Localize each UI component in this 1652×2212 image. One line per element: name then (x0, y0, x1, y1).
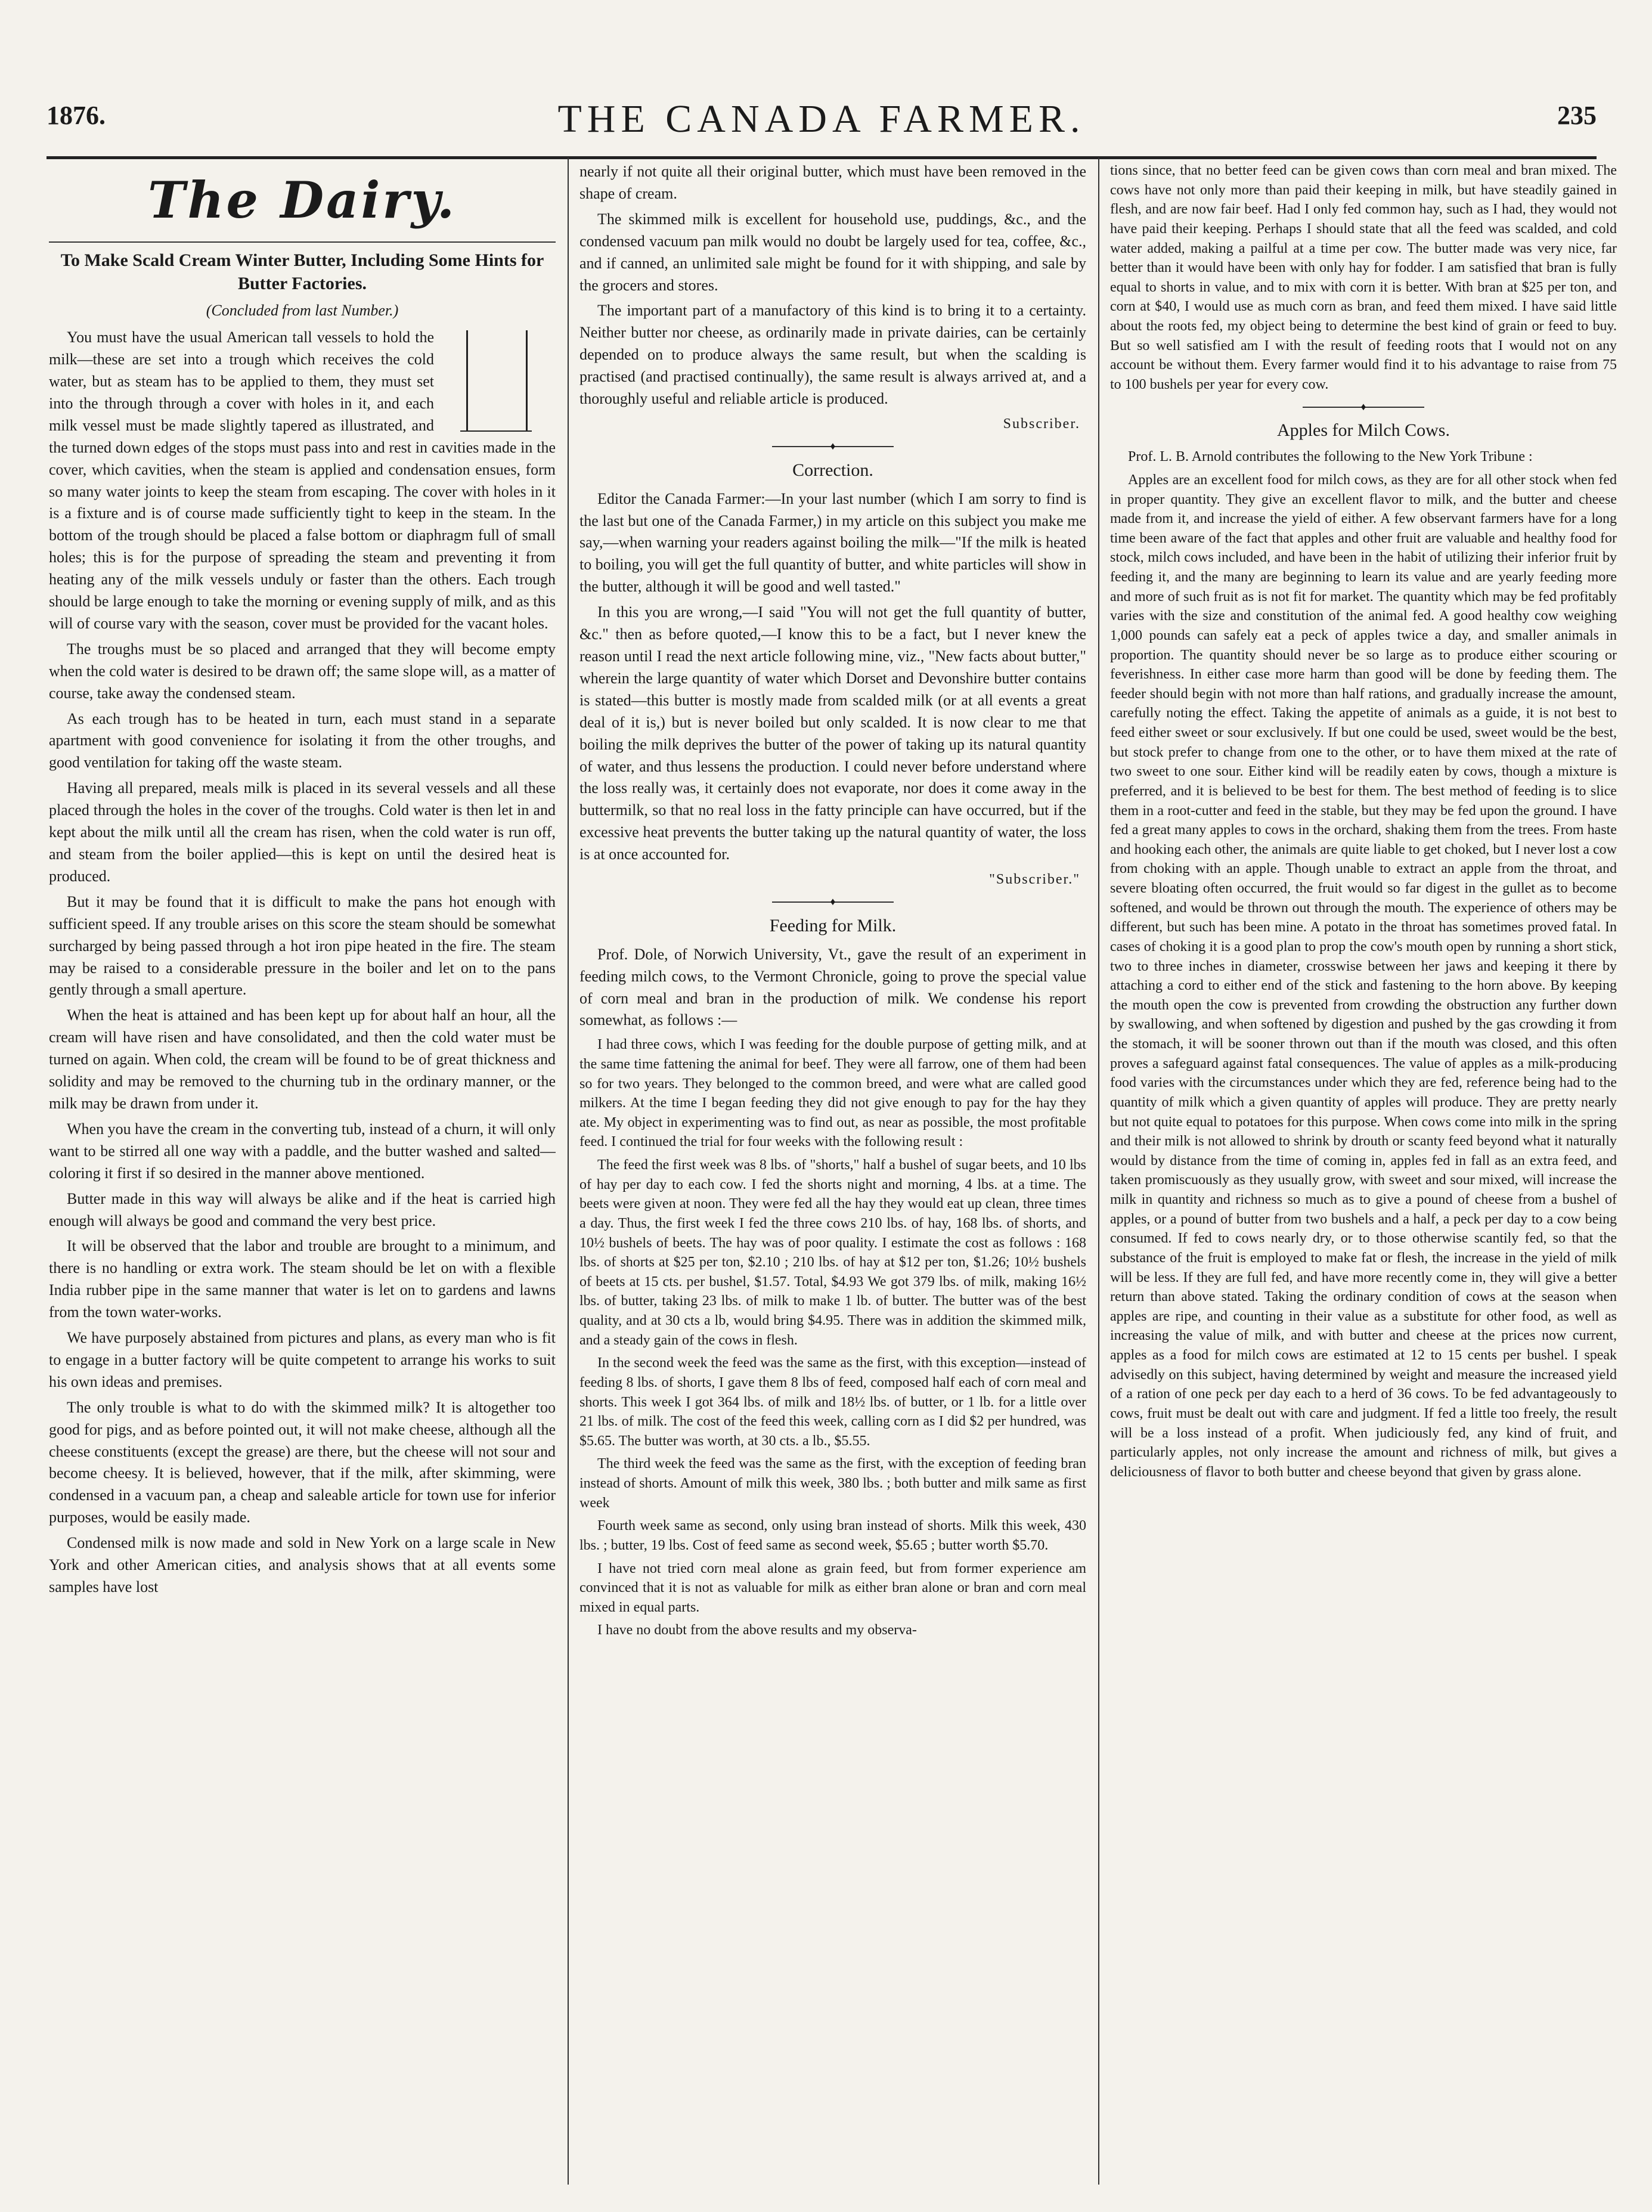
separator-ornament (579, 442, 1086, 450)
paragraph: In the second week the feed was the same as the first, with this exception—instead of feeding 8 lbs. of shorts, I gave them 8 lbs of feed, composed half each of corn meal and shorts. This week I got 364 lbs. of milk and 18½ lbs. of butter, or 1 lb. for a little over 21 lbs. of milk. The cost of the feed this week, calling corn as I did $2 per hundred, was $5.65. The butter was worth, at 30 cts. a lb., $5.55. (579, 1355, 1086, 1449)
paragraph: You must have the usual American tall vessels to hold the milk—these are set into a trough which receives the cold water, but as steam has to be applied to them, they must set into the through through a cover with holes in it, and each milk vessel must be made slightly tapered as illustrated, and the turned down edges of the stops must pass into and rest in cavities made in the cover, which cavities, when the steam is applied and condensation ensues, form so many water joints to keep the steam from escaping. The cover with holes in it is a fixture and is of course made sufficiently tight to keep in the steam. In the bottom of the trough should be placed a false bottom or diaphragm full of small holes; this is for the purpose of spreading the steam and preventing it from heating any of the milk vessels unduly or faster than the others. Each trough should be large enough to take the morning or evening supply of milk, and as this will of course vary with the season, cover must be provided for the vacant holes. (49, 329, 556, 632)
paragraph: As each trough has to be heated in turn, each must stand in a separate apartment with good convenience for isolating it from the other troughs, and good ventilation for taking off the waste steam. (49, 710, 556, 772)
paragraph: Prof. L. B. Arnold contributes the following to the New York Tribune : (1128, 449, 1533, 465)
paragraph: Condensed milk is now made and sold in New York on a large scale in New York and other American cities, and analysis shows that at all events some samples have lost (49, 1534, 556, 1596)
concluded-note: (Concluded from last Number.) (206, 302, 399, 320)
masthead (47, 97, 1597, 142)
column-divider-2 (1098, 157, 1099, 2185)
paragraph: The skimmed milk is excellent for household use, puddings, &c., and the condensed vacuum pan milk would no doubt be largely used for tea, coffee, &c., and if canned, an unlimited sale might be found for it with shipping, and sale by the grocers and stores. (579, 210, 1086, 294)
paragraph: Having all prepared, meals milk is placed in its several vessels and all these placed through the holes in the cover of the troughs. Cold water is then let in and kept about the milk until all the cream has risen, when the cold water is run off, and steam from the boiler applied—this is kept on until the desired heat is produced. (49, 779, 556, 885)
section-rule (49, 241, 556, 243)
separator-ornament (579, 898, 1086, 905)
masthead-rule (47, 156, 1597, 159)
article-title-correction: Correction. (792, 460, 873, 481)
paragraph: But it may be found that it is difficult to make the pans hot enough with sufficient speed. If any trouble arises on this score the steam should be somewhat surcharged by being passed through a hot iron pipe heated in the fire. The steam may be raised to a considerable pressure in the boiler and let on to the pans gently through a small aperture. (49, 893, 556, 999)
issue-year: 1876. (47, 101, 106, 130)
article-title-scald-cream: To Make Scald Cream Winter Butter, Including Some Hints for Butter Factories. (60, 250, 544, 294)
column-2 (579, 161, 1086, 2182)
page-number: 235 (1557, 101, 1597, 130)
paragraph: Prof. Dole, of Norwich University, Vt., gave the result of an experiment in feeding milch cows, to the Vermont Chronicle, going to prove the special value of corn meal and bran in the production of milk. We condense his report somewhat, as follows :— (579, 945, 1086, 1029)
signature-subscriber: Subscriber. (1003, 416, 1080, 432)
paragraph: Butter made in this way will always be alike and if the heat is carried high enough will always be good and command the very best price. (49, 1189, 556, 1229)
separator-ornament (1110, 403, 1617, 410)
paragraph: The feed the first week was 8 lbs. of "shorts," half a bushel of sugar beets, and 10 lbs of hay per day to each cow. I fed the shorts night and morning, 4 lbs. at a time. The beets were given at noon. They were fed all the hay they would eat up clean, three times a day. Thus, the first week I fed the three cows 210 lbs. of hay, 168 lbs. of shorts, and 10½ bushels of beets. The hay was of poor quality. I estimate the cost as follows : 168 lbs. of shorts at $25 per ton, $2.10 ; 210 lbs. of hay at $12 per ton, $1.26; 10½ bushels of beets at 15 cts. per bushel, $1.57. Total, $4.93 We got 379 lbs. of milk, making 16½ lbs. of butter, taking 23 lbs. of milk to make 1 lb. of butter. The butter was of the best quality, and at 30 cts a lb, would bring $4.95. There was in addition the skimmed milk, and a steady gain of the cows in flesh. (579, 1157, 1086, 1348)
article-title-feeding-for-milk: Feeding for Milk. (769, 916, 897, 936)
column-3 (1110, 161, 1617, 2182)
paragraph: Apples are an excellent food for milch cows, as they are for all other stock when fed in proper quantity. They give an excellent flavor to milk, and the butter and cheese made from it, and increase the yield of either. A few observant farmers have for a long time been aware of the fact that apples and other fruit are valuable and healthy food for stock, milch cows included, and have been in the habit of utilizing their inferior fruit by feeding it, and the many are beginning to learn its value and are yearly feeding more and more of such fruit as is not fit for market. The quantity which may be fed profitably varies with the size and constitution of the animal fed. A good healthy cow weighing 1,000 pounds can safely eat a peck of apples twice a day, and smaller animals in proportion. The quantity should never be so large as to produce either scouring or feverishness. In either case more harm than good will be done by feeding them. The feeder should begin with not more than half rations, and gradually increase the amount, carefully noting the effect. Taking the appetite of animals as a guide, it is not best to feed either sweet or sour exclusively. If but one could be used, sweet would be the best, but stock prefer to change from one to the other, or to have them mixed at the rate of two sweet to one sour. Either kind will be readily eaten by cows, though a mixture is preferred, and it is believed to be best for them. The best method of feeding is to slice them in a root-cutter and feed in the stable, but they may be fed upon the ground. I have fed a great many apples to cows in the orchard, shaking them from the trees. From haste and hooking each other, the animals are quite liable to get choked, but I never lost a cow from choking with an apple. Though unable to extract an apple from the throat, and severe bloating often occurred, the fruit would so far digest in the gullet as to become softened, and would be thrown out through the mouth. The experience of others may be different, but such has been mine. A potato in the throat has sometimes proved fatal. In cases of choking it is a good plan to prop the cow's mouth open by running a short stick, two to three inches in diameter, crosswise between her jaws and keeping it there by attaching a cord to either end of the stick and fastening to the horn above. By keeping the mouth open the cow is prevented from crowding the obstruction any further down by swallowing, and when softened by digestion and pushed by the gas crowding it from the stomach, it will be sooner thrown out than if the mouth was closed, and this often proves a safeguard against fatal consequences. The value of apples as a milk-producing food varies with the circumstances under which they are fed, reference being had to the quantity of milk which a given quantity of apples will produce. They are pretty nearly but not quite equal to potatoes for this purpose. When cows come into milk in the spring and their milk is not allowed to shrink by drouth or scanty feed beyond what it naturally would by distance from the time of coming in, apples fed in fall as an extra feed, and taken promiscuously as they usually grow, with sweet and sour mixed, will increase the milk in quantity and richness so much as to give a pound of cheese from a bushel of apples, or a pound of butter from two bushels and a half, a peck per day to a cow being consumed. If fed to cows nearly dry, or to those otherwise scantily fed, so that the substance of the fruit is employed to make fat or flesh, the increase in the yield of milk will be less. If they are full fed, and have more recently come in, they will give a better return than above stated. Taking the ordinary condition of cows at the season when apples are ripe, and counting in their value as a substitute for other food, as well as increasing the value of milk, and with butter and cheese at the prices now current, apples as a food for milch cows are estimated at 12 to 15 cents per bushel. I speak advisedly on this subject, having determined by weight and measure the increased yield of a ration of one peck per day each to a herd of 36 cows. To be fed advantageously to cows, fruit must be dealt out with care and judgment. If fed a little too freely, the result will be a loss instead of a profit. When judiciously fed, any kind of fruit, and particularly apples, not only increase the amount and richness of milk, but gives a deliciousness of flavor to both butter and cheese beyond that given by grass alone. (1110, 472, 1617, 1480)
paragraph: tions since, that no better feed can be given cows than corn meal and bran mixed. The cows have not only more than paid their keeping in milk, but have steadily gained in flesh, and are now fair beef. Had I only fed common hay, such as I had, they would not have paid their keeping. Perhaps I should state that all the feed was scalded, and cold water added, making a pailful at a time per cow. The butter made was very nice, far better than it would have been with only hay for fodder. I am satisfied that bran is fully equal to shorts in value, and to mix with corn it is better. With bran at $25 per ton, and corn at $40, I would use as much corn as bran, and feed them mixed. I have said little about the roots fed, my object being to determine the best kind of grain or feed to buy. But so well satisfied am I with the result of feeding roots that I would not on any account be without them. Every farmer would find it to his advantage to raise from 75 to 100 bushels per year for every cow. (1110, 163, 1617, 392)
paragraph: The troughs must be so placed and arranged that they will become empty when the cold water is desired to be drawn off; the same slope will, as a matter of course, take away the condensed steam. (49, 640, 556, 702)
newspaper-title: THE CANADA FARMER. (557, 97, 1086, 141)
paragraph: It will be observed that the labor and trouble are brought to a minimum, and there is no handling or extra work. The steam should be let on with a flexible India rubber pipe in the same manner that water is let on to gardens and lawns from the town water-works. (49, 1237, 556, 1321)
paragraph: The only trouble is what to do with the skimmed milk? It is altogether too good for pigs, and as before pointed out, it will not make cheese, although all the cheese constituents (except the grease) are there, but the cheese will not sour and become cheesy. It is believed, however, that if the milk, after skimming, were condensed in a vacuum pan, a cheap and saleable article for town use for inferior purposes, would be easily made. (49, 1398, 556, 1526)
paragraph: When the heat is attained and has been kept up for about half an hour, all the cream will have risen and have consolidated, and then the cold water must be turned on again. When cold, the cream will be found to be of great thickness and solidity and may be removed to the churning tub in the ordinary manner, or the milk may be drawn from under it. (49, 1006, 556, 1112)
paragraph: We have purposely abstained from pictures and plans, as every man who is fit to engage in a butter factory will be quite competent to arrange his works to suit his own ideas and premises. (49, 1329, 556, 1390)
column-divider-1 (568, 157, 569, 2185)
column-1 (49, 161, 556, 2182)
signature-subscriber-quoted: "Subscriber." (989, 872, 1080, 888)
paragraph: The important part of a manufactory of this kind is to bring it to a certainty. Neither butter nor cheese, as ordinarily made in private dairies, can be certainly depended on to produce always the same result, but when the scalding is practised (and practised continually), the same result is always arrived at, and a thoroughly useful and reliable article is produced. (579, 302, 1086, 408)
paragraph: The third week the feed was the same as the first, with the exception of feeding bran instead of shorts. Amount of milk this week, 380 lbs. ; both butter and milk same as first week (579, 1456, 1086, 1511)
article-title-apples-for-milch-cows: Apples for Milch Cows. (1277, 420, 1450, 440)
section-title: The Dairy. (147, 171, 457, 230)
paragraph: I have no doubt from the above results and my observa- (597, 1622, 917, 1638)
tapered-vessel-illustration (442, 330, 556, 432)
paragraph: In this you are wrong,—I said "You will not get the full quantity of butter, &c." then as before quoted,—I know this to be a fact, but I never knew the reason until I read the next article following mine, viz., "New facts about butter," wherein the large quantity of water which Dorset and Devonshire butter contains is stated—this butter is mostly made from scalded milk (or at all events a great deal of it is,) but is never boiled but only scalded. It is now clear to me that boiling the milk deprives the butter of the power of taking up its natural quantity of water, and thus lessens the production. I could never before understand where the loss really was, it certainly does not evaporate, nor does it come away in the buttermilk, so that no real loss in the fatty principle can have occurred, but if the excessive heat prevents the butter taking up the natural quantity of water, the loss is at once accounted for. (579, 603, 1086, 863)
paragraph: Editor the Canada Farmer:—In your last number (which I am sorry to find is the last but one of the Canada Farmer,) in my article on this subject you make me say,—when warning your readers against boiling the milk—"If the milk is heated to boiling, you will get the full quantity of butter, and white particles will show in the butter, although it will be good and well tasted." (579, 490, 1086, 596)
paragraph: Fourth week same as second, only using bran instead of shorts. Milk this week, 430 lbs. ; butter, 19 lbs. Cost of feed same as second week, $5.65 ; butter worth $5.70. (579, 1518, 1086, 1553)
paragraph: nearly if not quite all their original butter, which must have been removed in the shape of cream. (579, 163, 1086, 202)
paragraph: I have not tried corn meal alone as grain feed, but from former experience am convinced that it is not as valuable for milk as either bran alone or bran and corn meal mixed in equal parts. (579, 1560, 1086, 1615)
paragraph: When you have the cream in the converting tub, instead of a churn, it will only want to be stirred all one way with a paddle, and the butter washed and salted—coloring it first if so desired in the manner above mentioned. (49, 1120, 556, 1182)
paragraph: I had three cows, which I was feeding for the double purpose of getting milk, and at the same time fattening the animal for beef. They were all farrow, one of them had been so for two years. They belonged to the common breed, and were what are called good milkers. At the time I began feeding they did not give enough to pay for the hay they ate. My object in experimenting was to find out, as near as possible, the most profitable feed. I continued the trial for four weeks with the following result : (579, 1037, 1086, 1150)
